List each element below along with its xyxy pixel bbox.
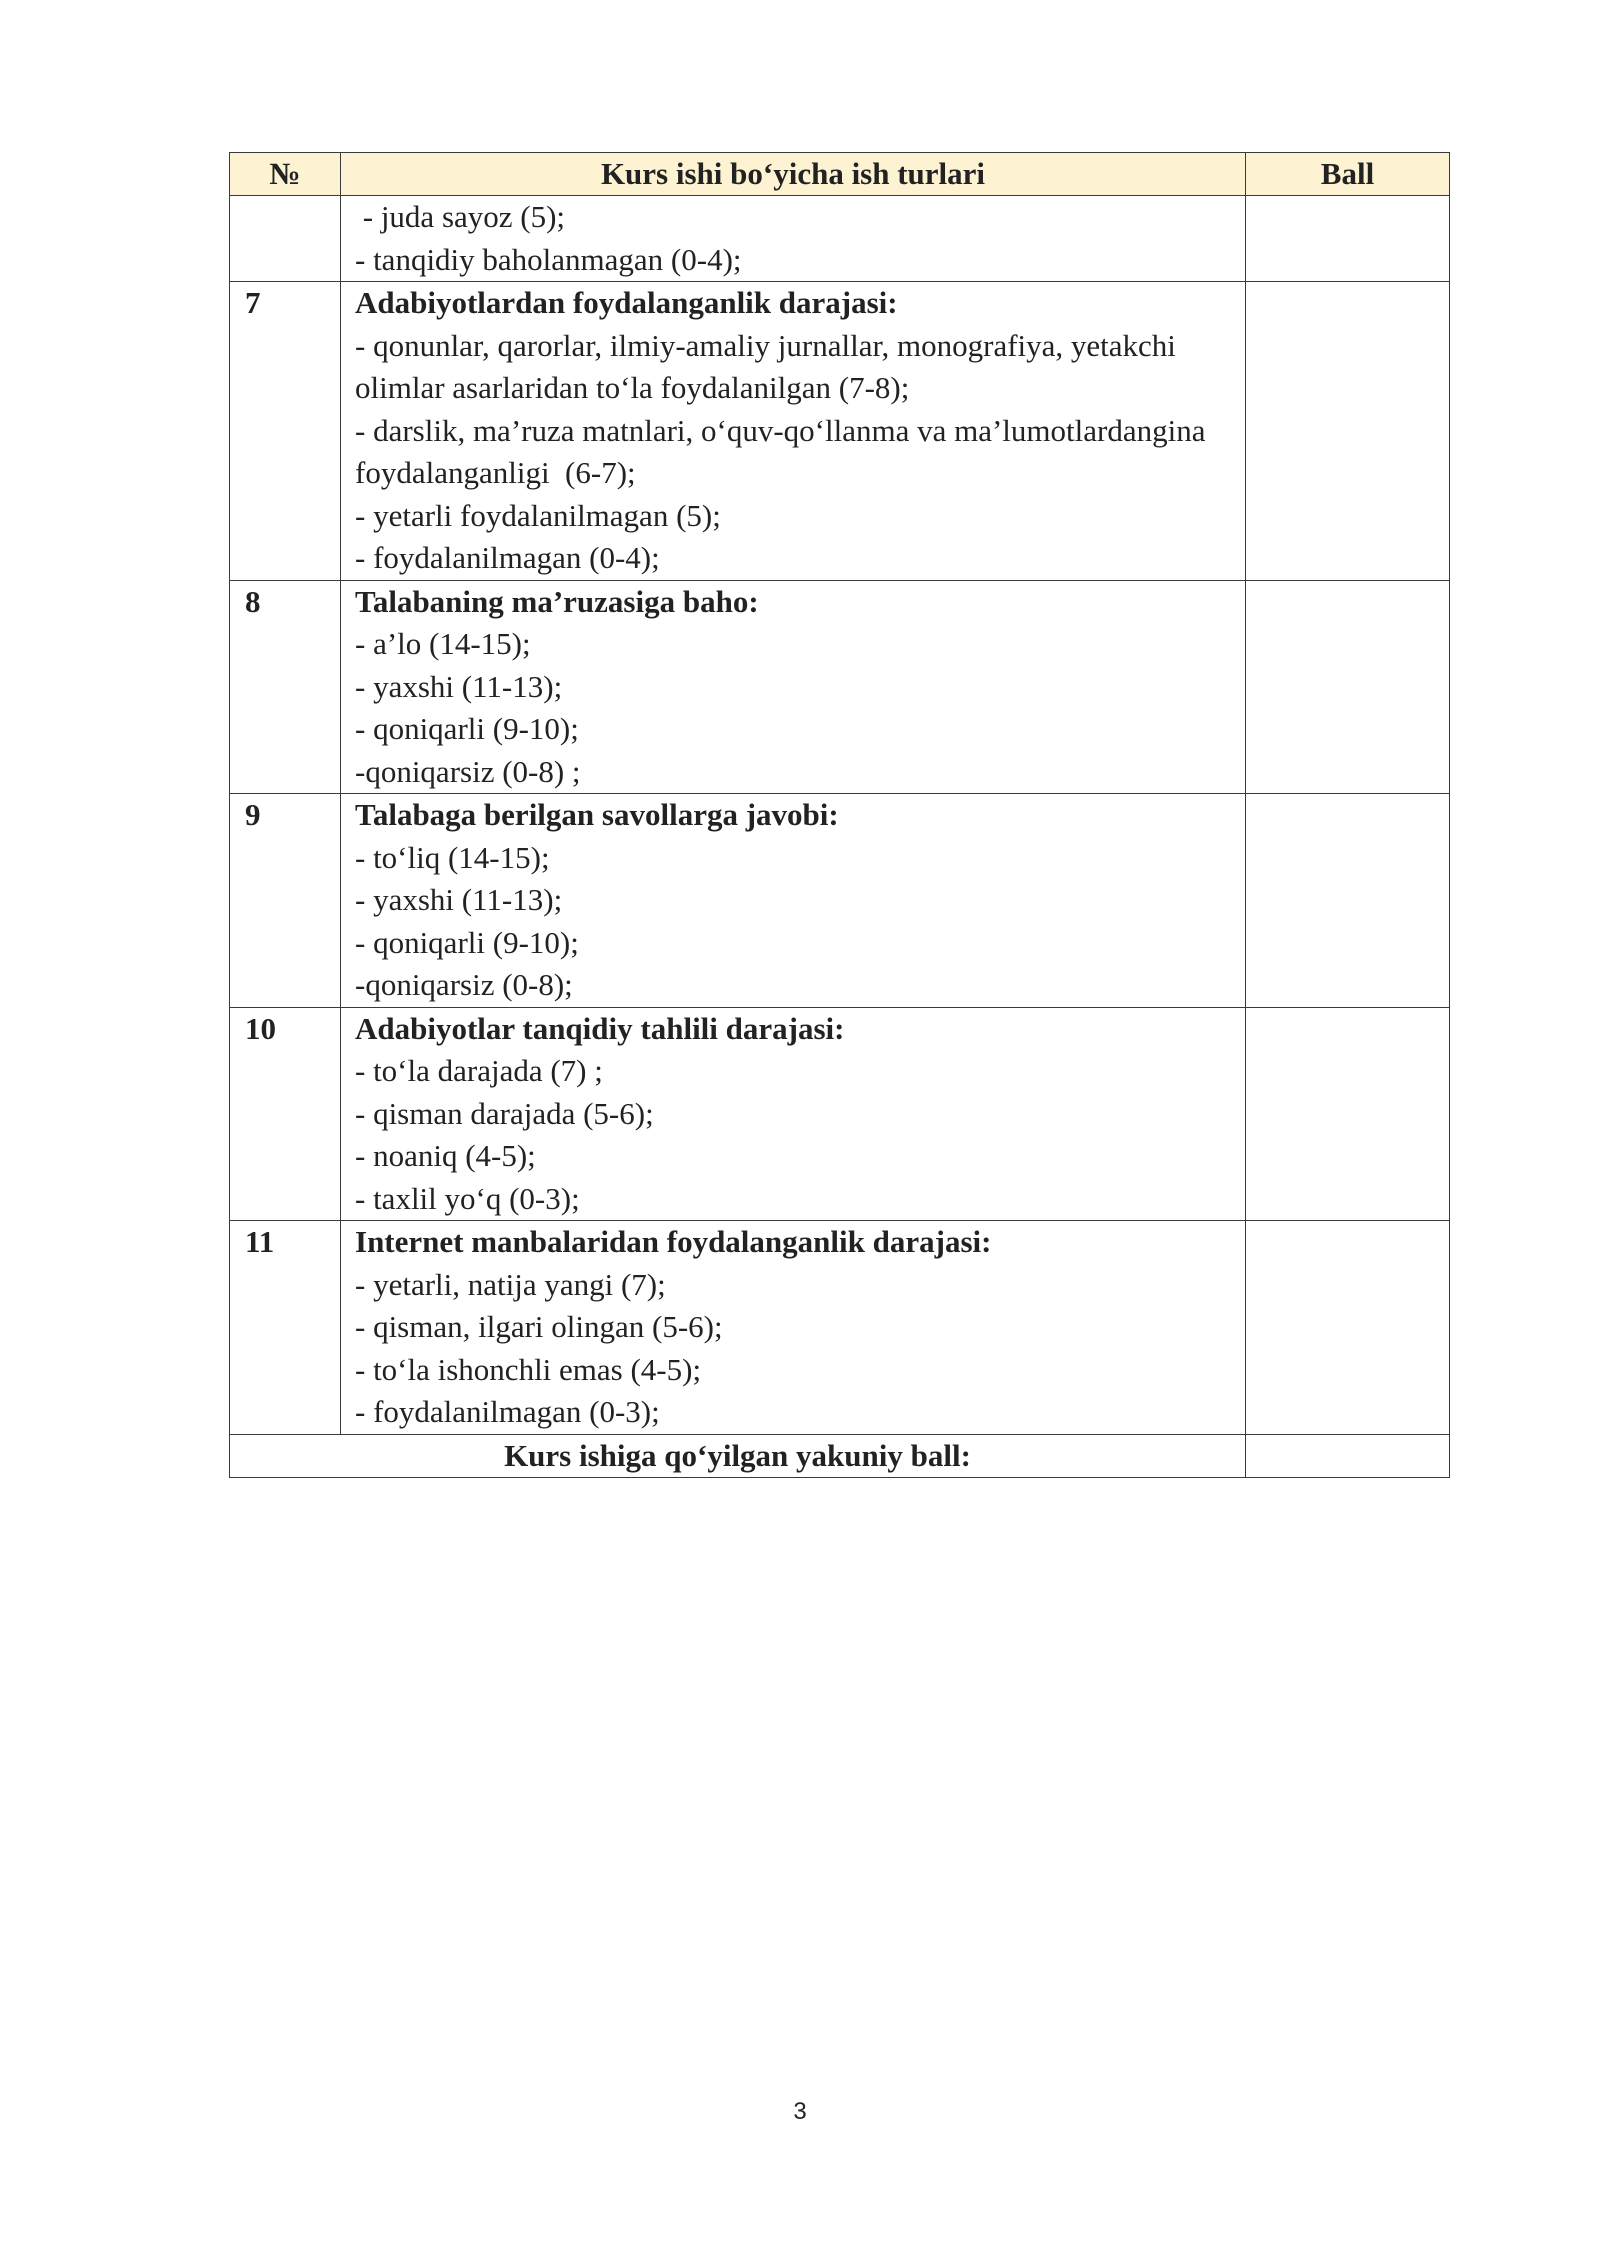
- criterion-title: Talabaning ma’ruzasiga baho:: [355, 583, 759, 619]
- grading-criteria-table: [229, 152, 1450, 1478]
- criterion-grade-line: - to‘la ishonchli emas (4-5);: [355, 1351, 702, 1387]
- criterion-number: 11: [230, 1221, 341, 1435]
- criterion-grade-line: - foydalanilmagan (0-4);: [355, 540, 660, 575]
- criterion-grade-line: - qoniqarli (9-10);: [355, 711, 579, 746]
- total-score-label: Kurs ishiga qo‘yilgan yakuniy ball:: [230, 1434, 1246, 1477]
- criterion-description: [341, 196, 1246, 282]
- table-body: [230, 196, 1450, 1435]
- table-row: [230, 580, 1450, 794]
- table-row: [230, 196, 1450, 282]
- criterion-grade-line: - to‘liq (14-15);: [355, 839, 550, 875]
- criterion-description: [341, 1221, 1246, 1435]
- criterion-grade-line: - juda sayoz (5);: [355, 199, 566, 234]
- score-cell: [1246, 580, 1450, 794]
- criterion-description: [341, 282, 1246, 581]
- criterion-grade-line: - yaxshi (11-13);: [355, 668, 563, 704]
- criterion-grade-line: - foydalanilmagan (0-3);: [355, 1394, 660, 1429]
- table-row: [230, 282, 1450, 581]
- score-cell: [1246, 1007, 1450, 1221]
- criterion-number: 9: [230, 794, 341, 1008]
- criterion-grade-line: - qonunlar, qarorlar, ilmiy-amaliy jurnallar, monografiya, yetakchi olimlar asarlaridan to‘la foydalanilgan (7-8);: [355, 327, 1184, 405]
- criterion-grade-line: - tanqidiy baholanmagan (0-4);: [355, 241, 742, 277]
- score-cell: [1246, 1221, 1450, 1435]
- criterion-grade-line: - yetarli, natija yangi (7);: [355, 1266, 666, 1302]
- criterion-grade-line: - qisman, ilgari olingan (5-6);: [355, 1309, 723, 1344]
- criterion-grade-line: - a’lo (14-15);: [355, 626, 531, 661]
- criterion-grade-line: - taxlil yo‘q (0-3);: [355, 1180, 580, 1216]
- criterion-grade-line: - yaxshi (11-13);: [355, 882, 563, 917]
- total-row: [230, 1434, 1450, 1477]
- criterion-number: 8: [230, 580, 341, 794]
- criterion-grade-line: -qoniqarsiz (0-8) ;: [355, 753, 581, 789]
- criterion-title: Talabaga berilgan savollarga javobi:: [355, 797, 839, 832]
- score-cell: [1246, 196, 1450, 282]
- total-score-cell: [1246, 1434, 1450, 1477]
- column-header-number: №: [230, 153, 341, 196]
- criterion-number: 10: [230, 1007, 341, 1221]
- table-row: [230, 1007, 1450, 1221]
- criterion-number: 7: [230, 282, 341, 581]
- criterion-grade-line: - yetarli foydalanilmagan (5);: [355, 497, 721, 533]
- criterion-description: [341, 580, 1246, 794]
- table-row: [230, 794, 1450, 1008]
- criterion-title: Adabiyotlar tanqidiy tahlili darajasi:: [355, 1010, 845, 1046]
- criterion-grade-line: -qoniqarsiz (0-8);: [355, 967, 573, 1002]
- page-number: 3: [793, 2098, 807, 2125]
- criterion-description: [341, 794, 1246, 1008]
- criterion-description: [341, 1007, 1246, 1221]
- criterion-number: [230, 196, 341, 282]
- criterion-grade-line: - darslik, ma’ruza matnlari, o‘quv-qo‘llanma va ma’lumotlardangina foydalanganligi (6-7);: [355, 412, 1214, 490]
- column-header-score: Ball: [1246, 153, 1450, 196]
- criterion-grade-line: - to‘la darajada (7) ;: [355, 1053, 603, 1088]
- table-header-row: [230, 153, 1450, 196]
- criterion-title: Adabiyotlardan foydalanganlik darajasi:: [355, 285, 898, 320]
- score-cell: [1246, 282, 1450, 581]
- score-cell: [1246, 794, 1450, 1008]
- criterion-title: Internet manbalaridan foydalanganlik darajasi:: [355, 1224, 992, 1259]
- criterion-grade-line: - noaniq (4-5);: [355, 1138, 536, 1173]
- column-header-work-types: Kurs ishi bo‘yicha ish turlari: [341, 153, 1246, 196]
- table-row: [230, 1221, 1450, 1435]
- criterion-grade-line: - qoniqarli (9-10);: [355, 924, 579, 960]
- criterion-grade-line: - qisman darajada (5-6);: [355, 1095, 654, 1131]
